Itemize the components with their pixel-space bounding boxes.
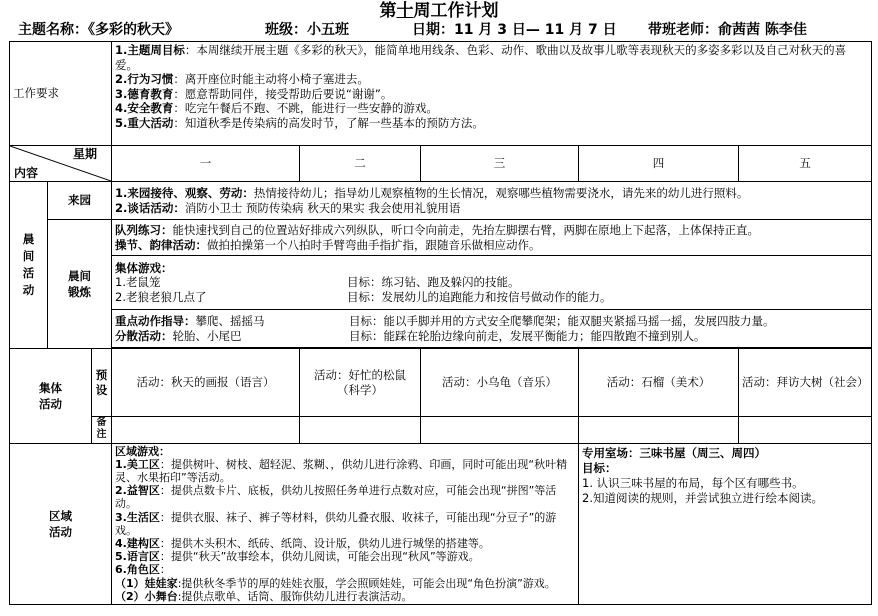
arrival-line bbox=[115, 186, 868, 201]
group-game-row bbox=[115, 290, 868, 305]
morning-label-text: 晨间活动 bbox=[22, 232, 35, 297]
corner-cell bbox=[10, 146, 112, 182]
arrival-label bbox=[48, 182, 112, 220]
group-game-row bbox=[115, 275, 868, 290]
preset-label bbox=[92, 349, 112, 417]
focus-content bbox=[112, 310, 872, 348]
role-item-head: （2）小舞台 bbox=[115, 589, 178, 603]
note-friday bbox=[739, 417, 872, 444]
area-item-text: ：提供衣服、袜子、裤子等材料，供幼儿叠衣服、收袜子，可能出现“分豆子”的游戏。 bbox=[115, 510, 557, 537]
game-name: 2.老狼老狼几点了 bbox=[115, 289, 207, 304]
class-label: 班级： bbox=[265, 22, 307, 38]
focus-goal: 目标：能以手脚并用的方式安全爬攀爬架；能双腿夹紧摇马摇一摇，发展四肢力量。 bbox=[349, 314, 775, 328]
drill-text: 能快速找到自己的位置站好排成六列纵队，听口令向前走，先抬左脚摆右臂，两脚在原地上下起落，上体保持正直。 bbox=[172, 223, 760, 237]
area-item bbox=[115, 563, 575, 576]
area-item-text: ：提供“秋天”故事绘本，供幼儿阅读，可能会出现“秋风”等游戏。 bbox=[159, 550, 480, 564]
role-item-text: :提供点歌单、话筒、服饰供幼儿进行表演活动。 bbox=[177, 589, 413, 603]
title-suffix: 周工作计划 bbox=[413, 1, 499, 21]
game-goal: 目标：练习钻、跑及躲闪的技能。 bbox=[347, 275, 520, 290]
focus-row bbox=[115, 314, 868, 329]
requirement-head: 5.重大活动 bbox=[115, 115, 174, 130]
game-name: 1.老鼠笼 bbox=[115, 275, 161, 290]
date-field bbox=[412, 21, 617, 39]
arrival-line bbox=[115, 201, 868, 216]
class-field bbox=[265, 21, 349, 39]
area-item-head: 2.益智区 bbox=[115, 484, 160, 498]
rhythm-text: 做拍拍操第一个八拍时手臂弯曲手指扩指，跟随音乐做相应动作。 bbox=[207, 237, 541, 252]
date-label: 日期： bbox=[412, 22, 454, 38]
plan-table bbox=[9, 41, 872, 605]
area-label bbox=[10, 443, 112, 604]
group-games-content bbox=[112, 256, 872, 310]
dispersed-row bbox=[115, 329, 868, 344]
weekday-header: 五 bbox=[739, 146, 872, 182]
arrival-line-head: 2.谈话活动： bbox=[115, 200, 185, 215]
corner-bottom-label: 内容 bbox=[14, 165, 39, 180]
area-item bbox=[115, 537, 575, 550]
area-item-text: ： bbox=[159, 563, 171, 577]
group-label bbox=[10, 349, 92, 444]
special-room-content bbox=[579, 443, 872, 604]
drill-content bbox=[112, 220, 872, 256]
exercise-label bbox=[48, 220, 112, 349]
area-games-title: 区域游戏： bbox=[115, 444, 171, 458]
activity-tuesday: 活动：好忙的松鼠（科学） bbox=[300, 349, 421, 417]
note-label bbox=[92, 417, 112, 444]
requirement-item bbox=[115, 43, 868, 72]
weekday-header: 二 bbox=[300, 146, 421, 182]
arrival-line-head: 1.来园接待、观察、劳动： bbox=[115, 186, 254, 200]
area-item bbox=[115, 458, 575, 484]
area-item-head: 6.角色区 bbox=[115, 563, 160, 577]
requirement-head: 4.安全教育 bbox=[115, 101, 174, 115]
arrival-line-text: 热情接待幼儿；指导幼儿观察植物的生长情况，观察哪些植物需要浇水，请先来的幼儿进行照料。 bbox=[253, 186, 749, 200]
area-item-text: ：提供点数卡片、底板，供幼儿按照任务单进行点数对应，可能会出现“拼图”等活动。 bbox=[115, 484, 557, 511]
arrival-line-text: 消防小卫士 预防传染病 秋天的果实 我会使用礼貌用语 bbox=[184, 200, 461, 215]
rhythm-head: 操节、韵律活动： bbox=[115, 237, 208, 252]
rhythm-line bbox=[115, 238, 868, 253]
teacher-label: 带班老师： bbox=[648, 22, 718, 38]
area-item-head: 5.语言区 bbox=[115, 550, 160, 564]
requirement-head: 1.主题周目标 bbox=[115, 43, 185, 57]
dispersed-goal: 目标：能踩在轮胎边缘向前走，发展平衡能力；能四散跑不撞到别人。 bbox=[349, 328, 706, 343]
group-label-text: 集体活动 bbox=[39, 380, 62, 411]
note-wednesday bbox=[421, 417, 579, 444]
weekday-header: 一 bbox=[112, 146, 300, 182]
area-item-head: 1.美工区 bbox=[115, 457, 160, 471]
special-goal-label: 目标： bbox=[582, 460, 617, 475]
activity-friday: 活动：拜访大树（社会） bbox=[739, 349, 872, 417]
focus-head: 重点动作指导： bbox=[115, 314, 196, 328]
role-item bbox=[115, 577, 575, 590]
morning-label bbox=[10, 182, 48, 349]
preset-label-text: 预设 bbox=[95, 367, 108, 397]
requirements-label: 工作要求 bbox=[10, 42, 112, 146]
requirement-text: ：吃完午餐后不跑、不跳，能进行一些安静的游戏。 bbox=[173, 101, 438, 115]
corner-top-label: 星期 bbox=[73, 147, 98, 161]
requirement-head: 3.德育教育 bbox=[115, 86, 174, 101]
area-item-text: ：提供树叶、树枝、超轻泥、浆糊、，供幼儿进行涂鸦、印画，同时可能出现“秋叶精灵、水果拓印”等活动。 bbox=[115, 457, 568, 484]
teacher-value: 俞茜茜 陈李佳 bbox=[718, 22, 807, 38]
drill-line bbox=[115, 223, 868, 238]
requirement-text: ：离开座位时能主动将小椅子塞进去。 bbox=[173, 72, 369, 86]
activity-monday: 活动：秋天的画报（语言） bbox=[112, 349, 300, 417]
teacher-field bbox=[648, 21, 807, 39]
exercise-label-text: 晨间锻炼 bbox=[68, 269, 92, 299]
area-item bbox=[115, 484, 575, 510]
special-goal-item: 2.知道阅读的规则，并尝试独立进行绘本阅读。 bbox=[582, 490, 824, 505]
activity-thursday: 活动：石榴（美术） bbox=[579, 349, 739, 417]
page-title bbox=[0, 0, 878, 22]
drill-head: 队列练习： bbox=[115, 223, 173, 237]
requirement-head: 2.行为习惯 bbox=[115, 72, 174, 86]
theme-field bbox=[18, 21, 179, 39]
theme-value: 《多彩的秋天》 bbox=[88, 22, 179, 38]
area-label-text: 区域活动 bbox=[49, 508, 73, 539]
special-goal-item: 1. 认识三味书屋的布局，每个区有哪些书。 bbox=[582, 475, 804, 490]
requirement-text: ：本周继续开展主题《多彩的秋天》，能简单地用线条、色彩、动作、歌曲以及故事儿歌等表现秋天的多姿多彩以及自己对秋天的喜爱。 bbox=[115, 43, 847, 72]
area-item-head: 3.生活区 bbox=[115, 510, 160, 524]
area-item bbox=[115, 550, 575, 563]
area-item-text: ：提供木头积木、纸砖、纸筒、设计版，供幼儿进行城堡的搭建等。 bbox=[159, 536, 490, 550]
date-value: 11 月 3 日— 11 月 7 日 bbox=[454, 22, 617, 38]
requirements-content bbox=[112, 42, 872, 146]
note-tuesday bbox=[300, 417, 421, 444]
arrival-content bbox=[112, 182, 872, 220]
note-thursday bbox=[579, 417, 739, 444]
dispersed-head: 分散活动： bbox=[115, 328, 173, 343]
requirement-text: ：愿意帮助同伴，接受帮助后要说“谢谢”。 bbox=[173, 86, 393, 101]
note-label-text: 备注 bbox=[96, 417, 107, 440]
area-content bbox=[112, 443, 579, 604]
focus-text: 攀爬、摇摇马 bbox=[195, 314, 265, 328]
area-item-head: 4.建构区 bbox=[115, 536, 160, 550]
requirement-item bbox=[115, 101, 868, 116]
requirement-item bbox=[115, 87, 868, 102]
activity-wednesday: 活动：小乌龟（音乐） bbox=[421, 349, 579, 417]
requirement-item bbox=[115, 116, 868, 131]
title-prefix: 第 bbox=[379, 1, 397, 21]
weekday-header: 四 bbox=[579, 146, 739, 182]
special-room-title: 专用室场：三味书屋（周三、周四） bbox=[582, 445, 767, 460]
requirement-item bbox=[115, 72, 868, 87]
arrival-label-text: 来园 bbox=[68, 193, 92, 208]
game-goal: 目标：发展幼儿的追跑能力和按信号做动作的能力。 bbox=[347, 289, 612, 304]
class-value: 小五班 bbox=[307, 22, 349, 38]
theme-label: 主题名称： bbox=[18, 22, 88, 38]
role-item bbox=[115, 590, 575, 603]
weekday-header: 三 bbox=[421, 146, 579, 182]
role-item-text: :提供秋冬季节的厚的娃娃衣服，学会照顾娃娃，可能会出现“角色扮演”游戏。 bbox=[177, 576, 556, 590]
dispersed-text: 轮胎、小尾巴 bbox=[172, 328, 242, 343]
group-games-title: 集体游戏： bbox=[115, 260, 173, 275]
requirement-text: ：知道秋季是传染病的高发时节，了解一些基本的预防方法。 bbox=[173, 115, 484, 130]
week-number: 十 bbox=[396, 1, 414, 21]
role-item-head: （1）娃娃家 bbox=[115, 576, 178, 590]
area-item bbox=[115, 511, 575, 537]
note-monday bbox=[112, 417, 300, 444]
